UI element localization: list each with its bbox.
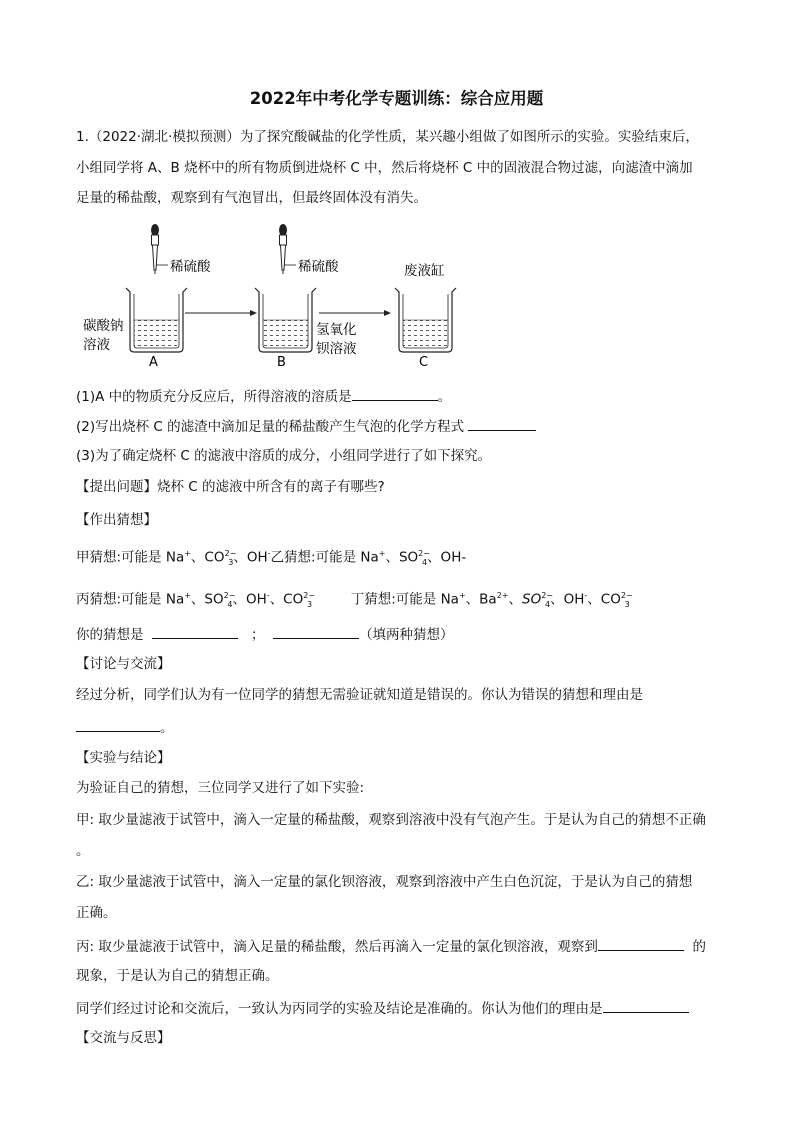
question-3: (3)为了确定烧杯 C 的滤液中溶质的成分，小组同学进行了如下探究。 bbox=[76, 448, 492, 464]
question-1-text: (1)A 中的物质充分反应后，所得溶液的溶质是 bbox=[76, 389, 352, 405]
exp-bing-de: 的 bbox=[692, 939, 706, 955]
discuss-head: 【讨论与交流】 bbox=[76, 656, 171, 672]
exp-bing-end: 现象，于是认为自己的猜想正确。 bbox=[76, 968, 279, 984]
guess-head: 【作出猜想】 bbox=[76, 512, 157, 528]
question-1-end: 。 bbox=[437, 389, 452, 405]
your-guess-line bbox=[76, 624, 454, 644]
waste-label: 废液缸 bbox=[404, 263, 445, 279]
dropper-1-icon bbox=[151, 224, 159, 274]
beaker-b-side-2: 钡溶液 bbox=[316, 341, 357, 357]
beaker-c-label: C bbox=[419, 355, 429, 370]
conclude bbox=[76, 998, 689, 1018]
conclude-blank[interactable] bbox=[603, 998, 689, 1013]
beaker-b-label: B bbox=[277, 355, 286, 370]
experiment-figure bbox=[72, 218, 492, 370]
beaker-a-side-1: 碳酸钠 bbox=[83, 318, 124, 334]
page-title: 2022年中考化学专题训练：综合应用题 bbox=[249, 89, 544, 108]
dropper-2-icon bbox=[279, 224, 287, 274]
discuss-answer bbox=[76, 717, 174, 737]
exp-intro: 为验证自己的猜想，三位同学又进行了如下实验: bbox=[76, 780, 365, 796]
discuss-blank[interactable] bbox=[76, 717, 160, 732]
exp-head: 【实验与结论】 bbox=[76, 750, 171, 766]
beaker-b-icon bbox=[255, 288, 316, 352]
your-guess-text: 你的猜想是 bbox=[76, 627, 144, 643]
dropper-1-label: 稀硫酸 bbox=[170, 259, 211, 275]
exp-jia-end: 。 bbox=[76, 843, 90, 859]
intro-line-2: 小组同学将 A、B 烧杯中的所有物质倒进烧杯 C 中，然后将烧杯 C 中的固液混合物过滤，向滤渣中滴加 bbox=[76, 160, 693, 176]
guess-jia: 甲猜想:可能是 Na bbox=[76, 549, 185, 566]
fill-two-hint: （填两种猜想） bbox=[359, 627, 454, 643]
beaker-c-icon bbox=[395, 288, 456, 352]
discuss-end: 。 bbox=[160, 720, 174, 736]
raise-question bbox=[76, 478, 385, 496]
dropper-2-label: 稀硫酸 bbox=[298, 259, 339, 275]
exp-jia: 甲: 取少量滤液于试管中，滴入一定量的稀盐酸，观察到溶液中没有气泡产生。于是认为自己的猜想不正确 bbox=[76, 812, 706, 828]
question-2 bbox=[76, 416, 536, 436]
arrow-right-icon bbox=[185, 310, 257, 316]
question-1 bbox=[76, 386, 451, 406]
intro-line-3: 足量的稀盐酸，观察到有气泡冒出，但最终固体没有消失。 bbox=[76, 190, 427, 206]
intro-line-1: 1.（2022·湖北·模拟预测）为了探究酸碱盐的化学性质，某兴趣小组做了如图所示的实验。实验结束后， bbox=[76, 129, 699, 145]
beaker-b-side-1: 氢氧化 bbox=[316, 322, 357, 338]
exp-yi: 乙: 取少量滤液于试管中，滴入一定量的氯化钡溶液，观察到溶液中产生白色沉淀，于是认为自己的猜想 bbox=[76, 874, 693, 890]
answer-blank-1[interactable] bbox=[352, 386, 438, 401]
question-2-text: (2)写出烧杯 C 的滤渣中滴加足量的稀盐酸产生气泡的化学方程式 bbox=[76, 419, 465, 435]
exp-bing-text: 丙: 取少量滤液于试管中，滴入足量的稀盐酸，然后再滴入一定量的氯化钡溶液，观察到 bbox=[76, 939, 598, 955]
beaker-a-icon bbox=[126, 288, 187, 352]
your-guess-blank-2[interactable] bbox=[273, 624, 359, 639]
exp-yi-end: 正确。 bbox=[76, 905, 117, 921]
reflect-head: 【交流与反思】 bbox=[76, 1030, 171, 1046]
conclude-text: 同学们经过讨论和交流后，一致认为丙同学的实验及结论是准确的。你认为他们的理由是 bbox=[76, 1001, 603, 1017]
discuss-text: 经过分析，同学们认为有一位同学的猜想无需验证就知道是错误的。你认为错误的猜想和理由是 bbox=[76, 687, 643, 703]
guess-bing: 丙猜想:可能是 Na bbox=[76, 591, 185, 608]
exp-bing-blank[interactable] bbox=[598, 936, 684, 951]
answer-blank-2[interactable] bbox=[468, 416, 536, 431]
guess-ding: 丁猜想:可能是 Na bbox=[350, 591, 459, 608]
guess-line-2: 丙猜想:可能是 Na+、$SO^{2-}_4$、OH-、$CO^{2-}_3$ 丁猜想:可能是 Na+、$Ba^{2+}$、$SO^{2-}_4$、OH-、$CO^{2-}_3$ bbox=[76, 590, 633, 609]
guess-line-1: 甲猜想:可能是 Na+、$CO^{2-}_3$、OH-乙猜想:可能是 Na+、$SO^{2-}_4$、OH- bbox=[76, 548, 467, 567]
raise-head: 【提出问题】 bbox=[76, 479, 157, 495]
beaker-a-side-2: 溶液 bbox=[83, 337, 110, 353]
beaker-a-label: A bbox=[149, 355, 158, 370]
semicolon: ； bbox=[250, 627, 265, 643]
guess-yi: 乙猜想:可能是 Na bbox=[270, 549, 379, 566]
your-guess-blank-1[interactable] bbox=[152, 624, 238, 639]
arrow-right-icon bbox=[319, 310, 391, 316]
raise-text: 烧杯 C 的滤液中所含有的离子有哪些? bbox=[157, 479, 385, 495]
exp-bing bbox=[76, 936, 706, 956]
